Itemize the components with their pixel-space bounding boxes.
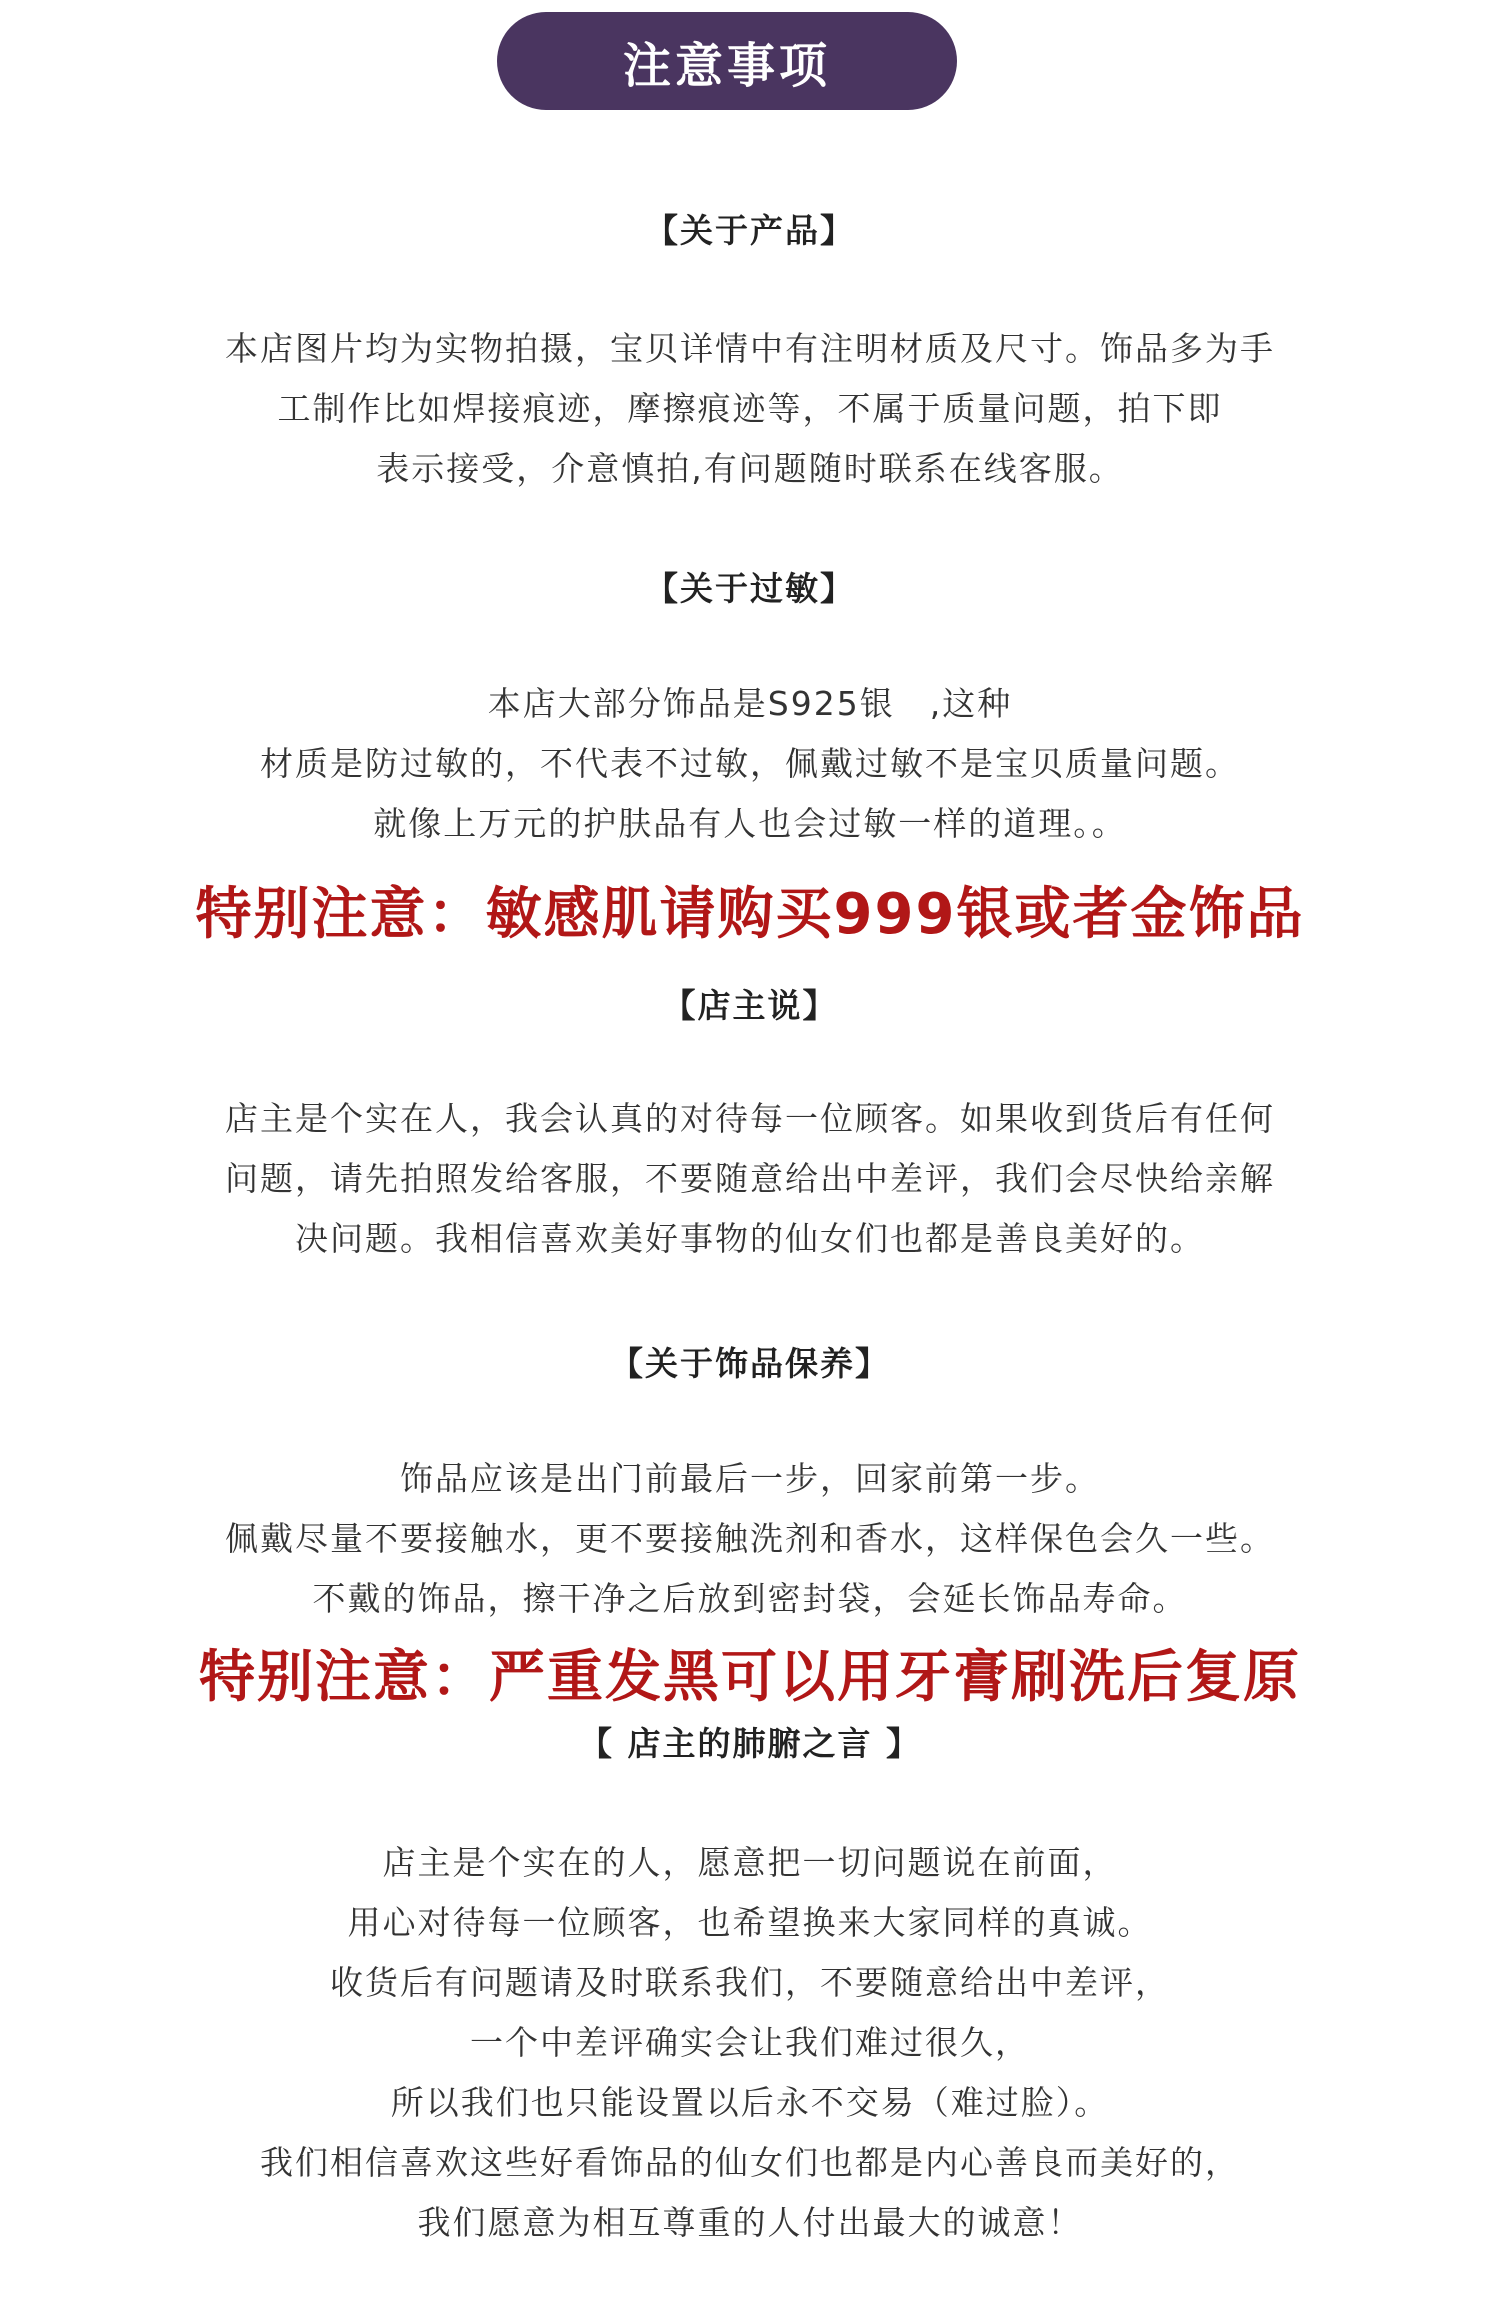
section-heading-owner-words: 【 店主的肺腑之言 】 — [579, 1724, 921, 1763]
allergy-warning: 特别注意：敏感肌请购买999银或者金饰品 — [195, 882, 1305, 947]
owner-words-text-line: 我们愿意为相互尊重的人付出最大的诚意！ — [417, 2203, 1083, 2242]
owner-says-text-line: 决问题。我相信喜欢美好事物的仙女们也都是善良美好的。 — [295, 1219, 1205, 1258]
allergy-text-line: 就像上万元的护肤品有人也会过敏一样的道理。。 — [373, 804, 1127, 843]
owner-says-text-line: 店主是个实在人，我会认真的对待每一位顾客。如果收到货后有任何 — [225, 1099, 1275, 1138]
care-text-line: 不戴的饰品，擦干净之后放到密封袋，会延长饰品寿命。 — [312, 1579, 1188, 1618]
section-heading-care: 【关于饰品保养】 — [610, 1344, 890, 1383]
section-heading-owner-says: 【店主说】 — [662, 986, 838, 1025]
product-text-line: 表示接受，介意慎拍,有问题随时联系在线客服。 — [376, 449, 1124, 488]
allergy-text-line: 材质是防过敏的，不代表不过敏，佩戴过敏不是宝贝质量问题。 — [260, 744, 1240, 783]
care-warning: 特别注意：严重发黑可以用牙膏刷洗后复原 — [199, 1645, 1301, 1710]
owner-words-text-line: 收货后有问题请及时联系我们，不要随意给出中差评， — [330, 1963, 1170, 2002]
allergy-text-line: 本店大部分饰品是S925银 ,这种 — [487, 684, 1013, 723]
product-text-line: 本店图片均为实物拍摄，宝贝详情中有注明材质及尺寸。饰品多为手 — [225, 329, 1275, 368]
owner-says-text-line: 问题，请先拍照发给客服，不要随意给出中差评，我们会尽快给亲解 — [225, 1159, 1275, 1198]
section-heading-product: 【关于产品】 — [645, 211, 855, 250]
product-text-line: 工制作比如焊接痕迹，摩擦痕迹等，不属于质量问题，拍下即 — [277, 389, 1223, 428]
owner-words-text-line: 所以我们也只能设置以后永不交易（难过脸）。 — [390, 2083, 1110, 2122]
care-text-line: 饰品应该是出门前最后一步，回家前第一步。 — [400, 1459, 1100, 1498]
owner-words-text-line: 我们相信喜欢这些好看饰品的仙女们也都是内心善良而美好的， — [260, 2143, 1240, 2182]
section-heading-allergy: 【关于过敏】 — [645, 569, 855, 608]
owner-words-text-line: 用心对待每一位顾客，也希望换来大家同样的真诚。 — [347, 1903, 1153, 1942]
page-title: 注意事项 — [497, 12, 957, 110]
care-text-line: 佩戴尽量不要接触水，更不要接触洗剂和香水，这样保色会久一些。 — [225, 1519, 1275, 1558]
owner-words-text-line: 一个中差评确实会让我们难过很久， — [470, 2023, 1030, 2062]
owner-words-text-line: 店主是个实在的人，愿意把一切问题说在前面， — [382, 1843, 1118, 1882]
